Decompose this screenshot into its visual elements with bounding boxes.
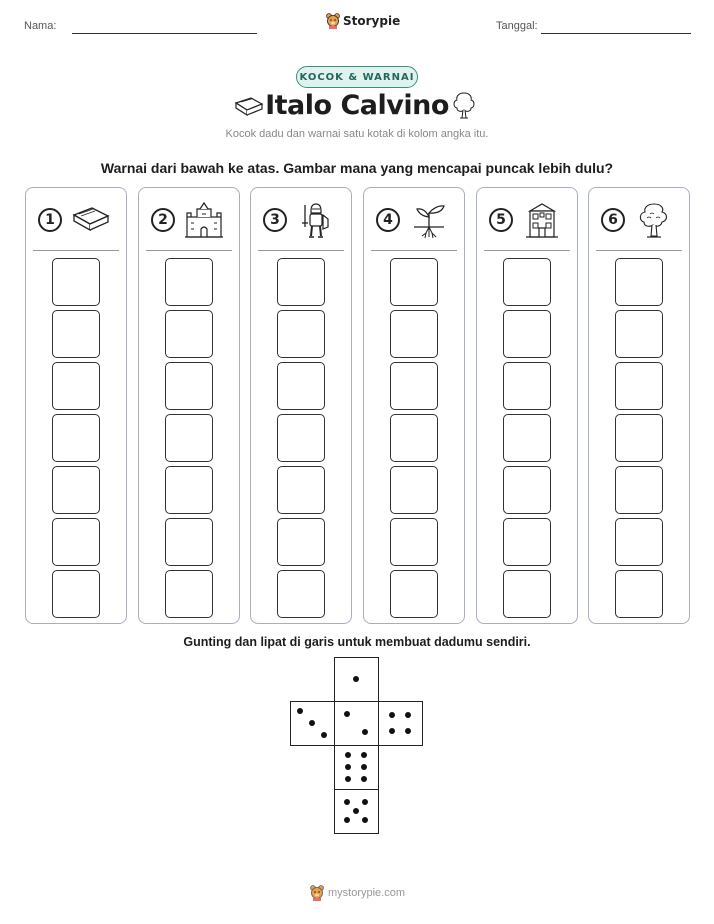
column-header: [251, 188, 351, 250]
color-box[interactable]: [277, 310, 325, 358]
date-label: Tanggal:: [496, 20, 538, 32]
die-pip: [309, 720, 315, 726]
color-box[interactable]: [277, 570, 325, 618]
column-1: [25, 187, 127, 624]
die-face: [334, 657, 379, 702]
house-icon: [521, 201, 563, 241]
column-6: [588, 187, 690, 624]
color-box[interactable]: [615, 414, 663, 462]
color-box[interactable]: [615, 362, 663, 410]
number-badge: 1: [38, 208, 62, 232]
die-pip: [345, 764, 351, 770]
color-box[interactable]: [390, 362, 438, 410]
color-box[interactable]: [615, 518, 663, 566]
die-face: [378, 701, 423, 746]
color-box[interactable]: [52, 310, 100, 358]
color-box[interactable]: [277, 466, 325, 514]
number-badge: 2: [151, 208, 175, 232]
column-3: [250, 187, 352, 624]
column-header: [477, 188, 577, 250]
brand-name: Storypie: [343, 14, 401, 28]
die-pip: [344, 799, 350, 805]
color-box[interactable]: [165, 466, 213, 514]
subtitle: Kocok dadu dan warnai satu kotak di kolom angka itu.: [225, 128, 489, 140]
column-header: [364, 188, 464, 250]
color-box[interactable]: [52, 570, 100, 618]
column-divider: [371, 250, 457, 251]
color-box[interactable]: [165, 362, 213, 410]
color-box[interactable]: [390, 258, 438, 306]
color-box[interactable]: [390, 570, 438, 618]
tree-icon: [451, 90, 477, 120]
color-box[interactable]: [503, 310, 551, 358]
die-pip: [361, 776, 367, 782]
name-label: Nama:: [24, 20, 57, 32]
page-title: Italo Calvino: [265, 90, 449, 121]
color-box[interactable]: [277, 362, 325, 410]
color-box[interactable]: [165, 518, 213, 566]
column-header: [26, 188, 126, 250]
color-box[interactable]: [615, 310, 663, 358]
number-badge: 3: [263, 208, 287, 232]
instruction-text: Warnai dari bawah ke atas. Gambar mana yang mencapai puncak lebih dulu?: [100, 160, 614, 176]
brand-logo: [326, 13, 400, 29]
color-box[interactable]: [52, 362, 100, 410]
die-face: [334, 789, 379, 834]
knight-icon: [295, 201, 337, 241]
book-icon: [70, 201, 112, 241]
die-pip: [353, 808, 359, 814]
color-box[interactable]: [503, 570, 551, 618]
die-pip: [344, 711, 350, 717]
color-box[interactable]: [503, 518, 551, 566]
color-box[interactable]: [52, 518, 100, 566]
column-divider: [596, 250, 682, 251]
name-line[interactable]: [72, 33, 257, 34]
color-box[interactable]: [503, 362, 551, 410]
die-pip: [362, 799, 368, 805]
sprout-icon: [408, 201, 450, 241]
color-box[interactable]: [165, 310, 213, 358]
column-2: [138, 187, 240, 624]
die-pip: [362, 729, 368, 735]
die-pip: [297, 708, 303, 714]
column-divider: [146, 250, 232, 251]
color-box[interactable]: [390, 414, 438, 462]
die-pip: [345, 776, 351, 782]
color-box[interactable]: [615, 466, 663, 514]
bear-icon: [310, 885, 324, 901]
number-badge: 4: [376, 208, 400, 232]
column-divider: [484, 250, 570, 251]
column-divider: [258, 250, 344, 251]
column-header: [589, 188, 689, 250]
color-box[interactable]: [52, 466, 100, 514]
color-box[interactable]: [615, 258, 663, 306]
date-line[interactable]: [541, 33, 691, 34]
tree-icon: [633, 201, 675, 241]
number-badge: 5: [489, 208, 513, 232]
column-4: [363, 187, 465, 624]
die-pip: [405, 728, 411, 734]
die-face: [290, 701, 335, 746]
color-box[interactable]: [615, 570, 663, 618]
color-box[interactable]: [277, 518, 325, 566]
column-header: [139, 188, 239, 250]
die-face: [334, 745, 379, 790]
color-box[interactable]: [165, 414, 213, 462]
bear-icon: [326, 13, 340, 29]
cut-instruction: Gunting dan lipat di garis untuk membuat dadumu sendiri.: [183, 635, 531, 649]
color-box[interactable]: [503, 258, 551, 306]
die-pip: [361, 764, 367, 770]
die-pip: [353, 676, 359, 682]
color-box[interactable]: [52, 414, 100, 462]
color-box[interactable]: [503, 414, 551, 462]
color-box[interactable]: [503, 466, 551, 514]
die-pip: [389, 728, 395, 734]
castle-icon: [183, 201, 225, 241]
color-box[interactable]: [52, 258, 100, 306]
color-box[interactable]: [165, 258, 213, 306]
die-pip: [389, 712, 395, 718]
color-box[interactable]: [390, 518, 438, 566]
column-divider: [33, 250, 119, 251]
die-pip: [405, 712, 411, 718]
color-box[interactable]: [277, 414, 325, 462]
footer: [310, 885, 405, 901]
die-pip: [345, 752, 351, 758]
die-face: [334, 701, 379, 746]
die-pip: [321, 732, 327, 738]
die-pip: [361, 752, 367, 758]
die-pip: [362, 817, 368, 823]
color-box[interactable]: [165, 570, 213, 618]
activity-badge: KOCOK & WARNAI: [296, 66, 418, 88]
color-box[interactable]: [390, 310, 438, 358]
color-box[interactable]: [390, 466, 438, 514]
footer-url: mystorypie.com: [328, 887, 406, 899]
number-badge: 6: [601, 208, 625, 232]
color-box[interactable]: [277, 258, 325, 306]
column-5: [476, 187, 578, 624]
die-pip: [344, 817, 350, 823]
